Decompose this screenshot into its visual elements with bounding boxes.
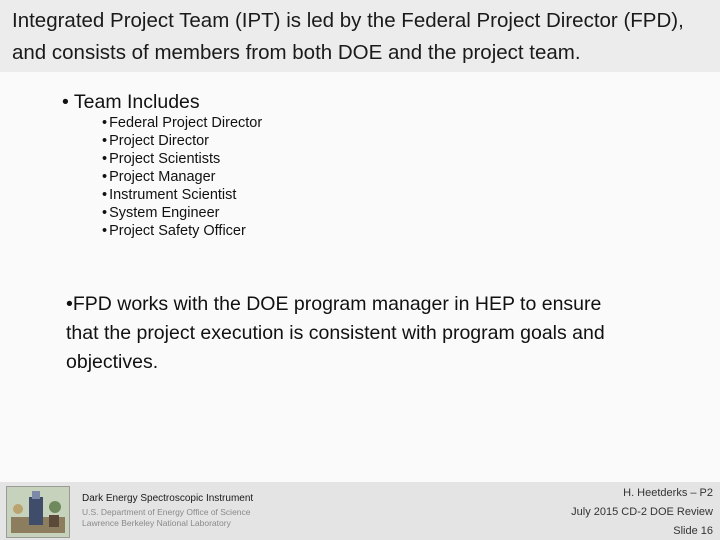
footer-review: July 2015 CD-2 DOE Review bbox=[571, 506, 713, 518]
footer-project-name: Dark Energy Spectroscopic Instrument bbox=[82, 493, 254, 504]
fpd-paragraph: • FPD works with the DOE program manager in HEP to ensure that the project execution is consistent with program goals and objectives. bbox=[66, 290, 626, 377]
footer-org-lbnl: Lawrence Berkeley National Laboratory bbox=[82, 518, 231, 528]
team-item: • Project Manager bbox=[102, 168, 262, 186]
title-band bbox=[0, 0, 720, 72]
footer-author: H. Heetderks – P2 bbox=[623, 487, 713, 499]
team-item: • Instrument Scientist bbox=[102, 186, 262, 204]
footer-slide-number: Slide 16 bbox=[673, 525, 713, 537]
team-item: • Project Safety Officer bbox=[102, 222, 262, 240]
slide-title: Integrated Project Team (IPT) is led by the Federal Project Director (FPD), and consists of members from both DOE and the project team. bbox=[12, 9, 684, 64]
team-heading: • Team Includes bbox=[62, 91, 200, 113]
team-item: • System Engineer bbox=[102, 204, 262, 222]
team-item: • Project Director bbox=[102, 132, 262, 150]
footer-org-doe: U.S. Department of Energy Office of Science bbox=[82, 507, 251, 517]
team-item: • Project Scientists bbox=[102, 150, 262, 168]
team-item: • Federal Project Director bbox=[102, 114, 262, 132]
desi-logo-icon bbox=[6, 486, 70, 538]
team-heading-text: Team Includes bbox=[73, 91, 200, 113]
team-list bbox=[102, 114, 262, 240]
